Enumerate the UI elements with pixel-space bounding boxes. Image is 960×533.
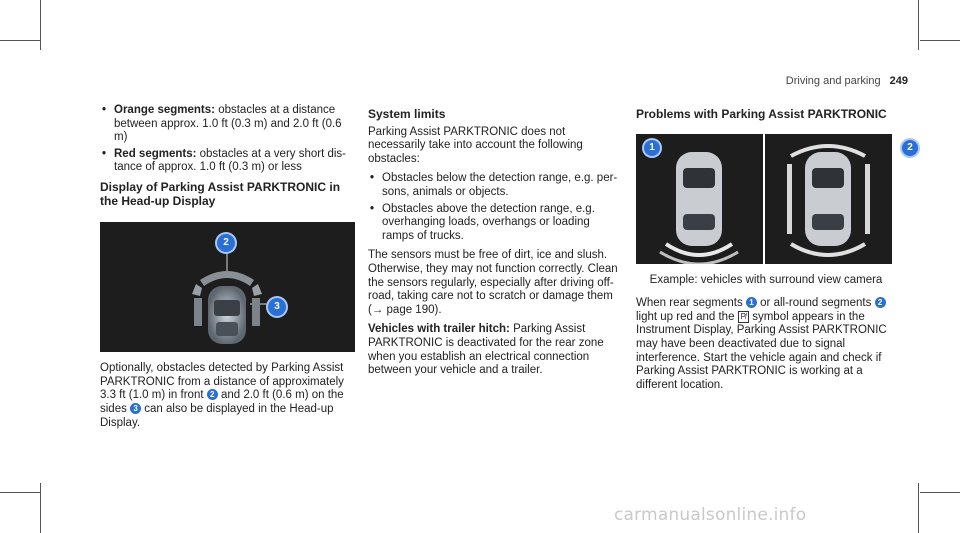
item-term: Orange segments: (114, 104, 215, 116)
callout-2: 2 (902, 140, 918, 156)
crop-mark (0, 40, 40, 41)
callout-front: 2 (207, 389, 218, 400)
callout-sides: 3 (130, 403, 141, 414)
item-text: Parking Assist PARKTRONIC is deactivated for the rear zone when you establish an electrical connection between your vehicle and a trailer. (368, 323, 604, 377)
section-heading: Display of Parking Assist PARKTRONIC in the Head-up Display (100, 179, 341, 208)
crop-mark (920, 40, 960, 41)
crop-mark (918, 483, 919, 533)
page-number: 249 (889, 75, 908, 87)
segment-list (100, 104, 355, 175)
callout-all-round: 2 (875, 297, 886, 308)
text-run: can also be displayed in the Head-up Display. (100, 402, 334, 429)
crop-mark (0, 492, 40, 493)
page-header (786, 75, 908, 87)
section-heading: Problems with Parking Assist PARKTRONIC (636, 107, 887, 121)
list-item: • Obstacles below the detection range, e.g. per- sons, animals or objects. (368, 172, 623, 199)
car-top-view (765, 134, 892, 264)
callout-2: 2 (217, 234, 235, 252)
parktronic-off-icon: P̸ (738, 311, 749, 323)
callout-1: 1 (644, 140, 660, 156)
intro-paragraph: Parking Assist PARKTRONIC does not necessarily take into account the following obstacles: (368, 125, 583, 165)
text-run: When rear segments (636, 297, 743, 310)
hud-paragraph (100, 362, 355, 430)
item-text: obstacles at a distance between approx. 1.0 ft (0.3 m) and 2.0 ft (0.6 m) (114, 104, 342, 144)
crop-mark (918, 0, 919, 50)
crop-mark (40, 0, 41, 50)
column-1 (100, 104, 355, 436)
column-2 (368, 104, 623, 384)
item-term: Vehicles with trailer hitch: (368, 323, 510, 336)
text-run: symbol appears in the Instrument Display, Parking Assist PARKTRONIC may have been deactivated due to signal interference. Start the vehicle again and check if Parking Assist PARKTRONIC is working at a different location. (636, 310, 887, 391)
sensor-paragraph: The sensors must be free of dirt, ice and slush. Otherwise, they may not function correctly. Clean the sensors regularly, especially after driving off- road, taking care not to scratch or damage them (→ page 190). (368, 249, 618, 316)
section-heading: System limits (368, 107, 446, 121)
section-title: Driving and parking (785, 75, 881, 87)
list-item: • Obstacles above the detection range, e.g. overhanging loads, overhangs or loading ramps of trucks. (368, 203, 623, 244)
problem-paragraph (636, 297, 896, 392)
column-3 (636, 104, 913, 398)
hud-illustration (100, 222, 355, 352)
panel-all-round-segments (765, 134, 913, 264)
item-term: Red segments: (114, 147, 197, 160)
item-text: obstacles at a very short dis- tance of approx. 1.0 ft (0.3 m) or less (114, 147, 347, 174)
obstacle-list (368, 172, 623, 243)
text-run: Optionally, obstacles detected by Parking Assist PARKTRONIC from a distance of approximately 3.3 ft (1.0 m) in front (100, 362, 344, 402)
crop-mark (920, 492, 960, 493)
text-run: light up red and the (636, 310, 735, 323)
panel-rear-segments (636, 134, 763, 264)
callout-3: 3 (268, 298, 286, 316)
watermark: carmanualsonline.info (614, 505, 807, 525)
crop-mark (40, 483, 41, 533)
callout-rear: 1 (746, 297, 757, 308)
list-item (100, 104, 355, 145)
text-run: or all-round segments (760, 297, 872, 310)
text-run: and 2.0 ft (0.6 m) on the sides (100, 389, 344, 415)
camera-illustration (636, 134, 913, 264)
list-item (100, 148, 355, 175)
figure-caption: Example: vehicles with surround view camera (649, 273, 883, 286)
hitch-paragraph (368, 323, 623, 377)
